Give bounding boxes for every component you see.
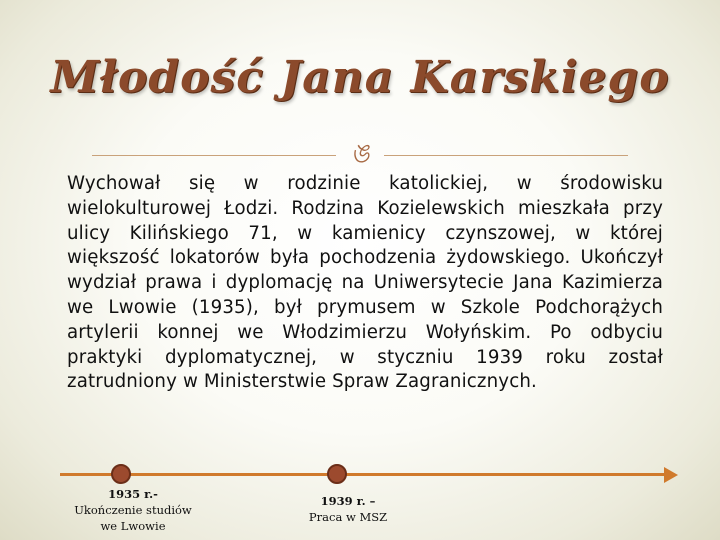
timeline-event-year: 1939 r. – (320, 494, 376, 508)
timeline-line (60, 473, 666, 476)
timeline-event-1935 (60, 486, 206, 534)
timeline-arrow-icon (664, 467, 678, 483)
slide-title: Młodość Jana Karskiego (50, 52, 670, 103)
timeline-event-desc: Ukończenie studiów (74, 503, 192, 517)
timeline-event-year: 1935 r.- (108, 487, 158, 501)
biography-paragraph: Wychował się w rodzinie katolickiej, w środowisku wielokulturowej Łodzi. Rodzina Kozielewskich mieszkała przy ulicy Kilińskiego 71, w kamienicy czynszowej, w której większość lokatorów była pochodzenia żydowskiego. Ukończył wydział prawa i dyplomację na Uniwersytecie Jana Kazimierza we Lwowie (1935), był prymusem w Szkole Podchorążych artylerii konnej we Włodzimierzu Wołyńskim. Po odbyciu praktyki dyplomatycznej, w styczniu 1939 roku został zatrudniony w Ministerstwie Spraw Zagranicznych. (67, 173, 663, 393)
timeline-event-desc: Praca w MSZ (308, 510, 388, 524)
timeline-dot-1939 (327, 464, 347, 484)
timeline (60, 463, 680, 487)
timeline-event-1939 (288, 493, 408, 525)
divider-line-left (92, 155, 336, 156)
title-divider (92, 139, 628, 169)
timeline-dot-1935 (111, 464, 131, 484)
timeline-event-desc: we Lwowie (100, 519, 166, 533)
ornament-icon: ঙ (350, 139, 370, 169)
divider-line-right (384, 155, 628, 156)
